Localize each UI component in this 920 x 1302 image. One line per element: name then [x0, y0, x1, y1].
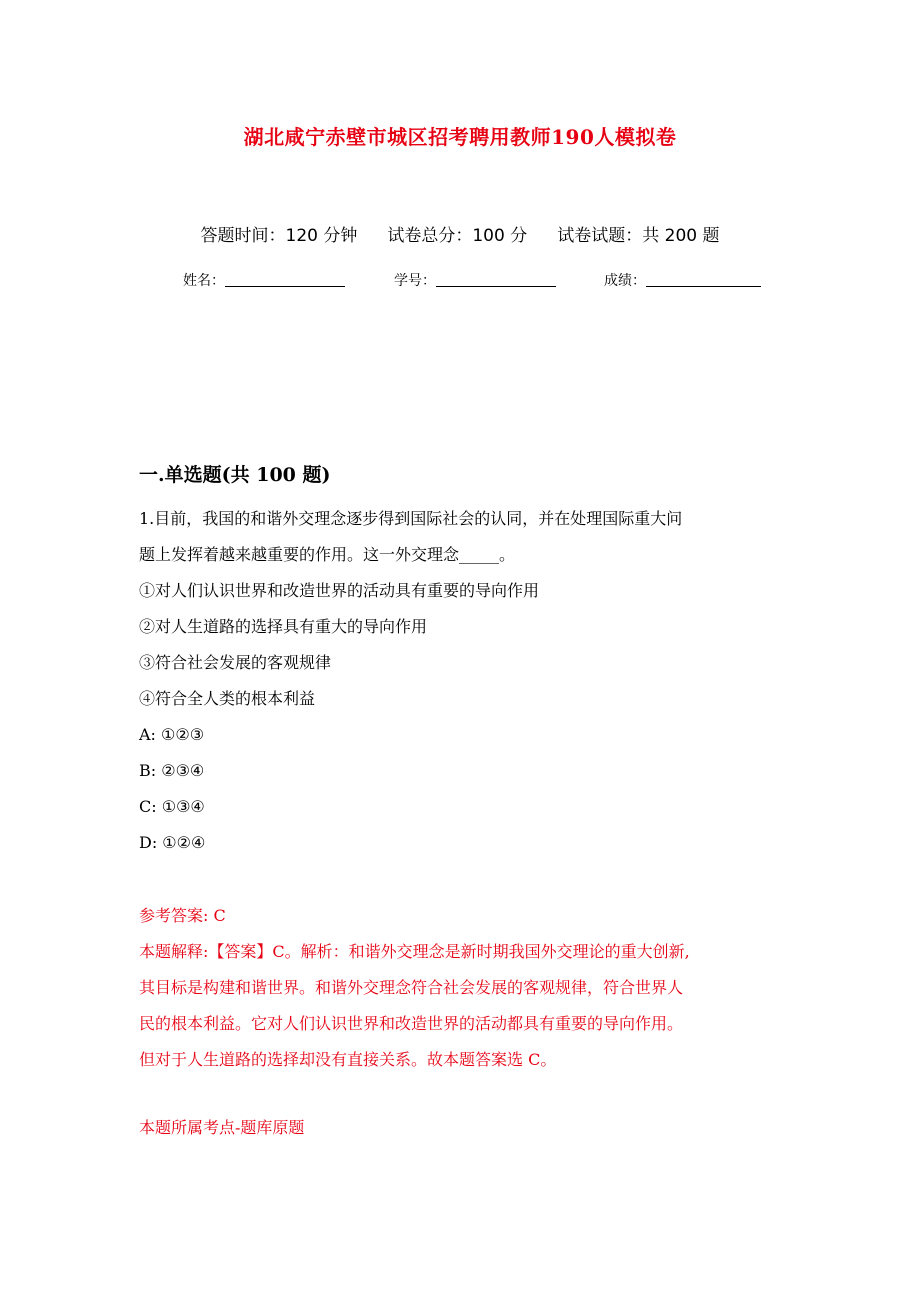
page-title: 湖北咸宁赤壁市城区招考聘用教师190人模拟卷 — [243, 125, 677, 149]
question-stem-line: 题上发挥着越来越重要的作用。这一外交理念_____。 — [139, 545, 516, 564]
question-stem-line: 1.目前，我国的和谐外交理念逐步得到国际社会的认同，并在处理国际重大问 — [139, 509, 683, 528]
section-title: 一.单选题(共 100 题) — [139, 464, 331, 486]
score-field — [604, 270, 761, 290]
explanation-line: 民的根本利益。它对人们认识世界和改造世界的活动都具有重要的导向作用。 — [139, 1014, 684, 1033]
score-blank — [646, 272, 761, 287]
exam-info — [0, 221, 920, 246]
question-source: 本题所属考点-题库原题 — [139, 1118, 305, 1137]
score-label: 成绩： — [604, 273, 646, 289]
id-blank — [436, 272, 556, 287]
name-field — [183, 270, 345, 290]
reference-answer: 参考答案: C — [139, 906, 226, 925]
explanation-line: 本题解释:【答案】C。解析：和谐外交理念是新时期我国外交理论的重大创新, — [139, 942, 690, 961]
id-field — [394, 270, 556, 290]
explanation-line: 但对于人生道路的选择却没有直接关系。故本题答案选 C。 — [139, 1050, 557, 1069]
exam-question-count: 试卷试题：共 200 题 — [557, 226, 720, 246]
statement-item: ③符合社会发展的客观规律 — [139, 653, 332, 672]
name-label: 姓名： — [183, 273, 225, 289]
statement-item: ②对人生道路的选择具有重大的导向作用 — [139, 617, 428, 636]
answer-block — [139, 898, 789, 1078]
question-block — [139, 501, 789, 861]
exam-time: 答题时间：120 分钟 — [200, 226, 358, 246]
option-d: D: ①②④ — [139, 833, 206, 852]
statement-item: ④符合全人类的根本利益 — [139, 689, 316, 708]
statement-item: ①对人们认识世界和改造世界的活动具有重要的导向作用 — [139, 581, 540, 600]
name-blank — [225, 272, 345, 287]
option-a: A: ①②③ — [139, 725, 205, 744]
option-c: C: ①③④ — [139, 797, 205, 816]
explanation-line: 其目标是构建和谐世界。和谐外交理念符合社会发展的客观规律，符合世界人 — [139, 978, 684, 997]
option-b: B: ②③④ — [139, 761, 205, 780]
id-label: 学号： — [394, 273, 436, 289]
exam-total-score: 试卷总分：100 分 — [387, 226, 528, 246]
